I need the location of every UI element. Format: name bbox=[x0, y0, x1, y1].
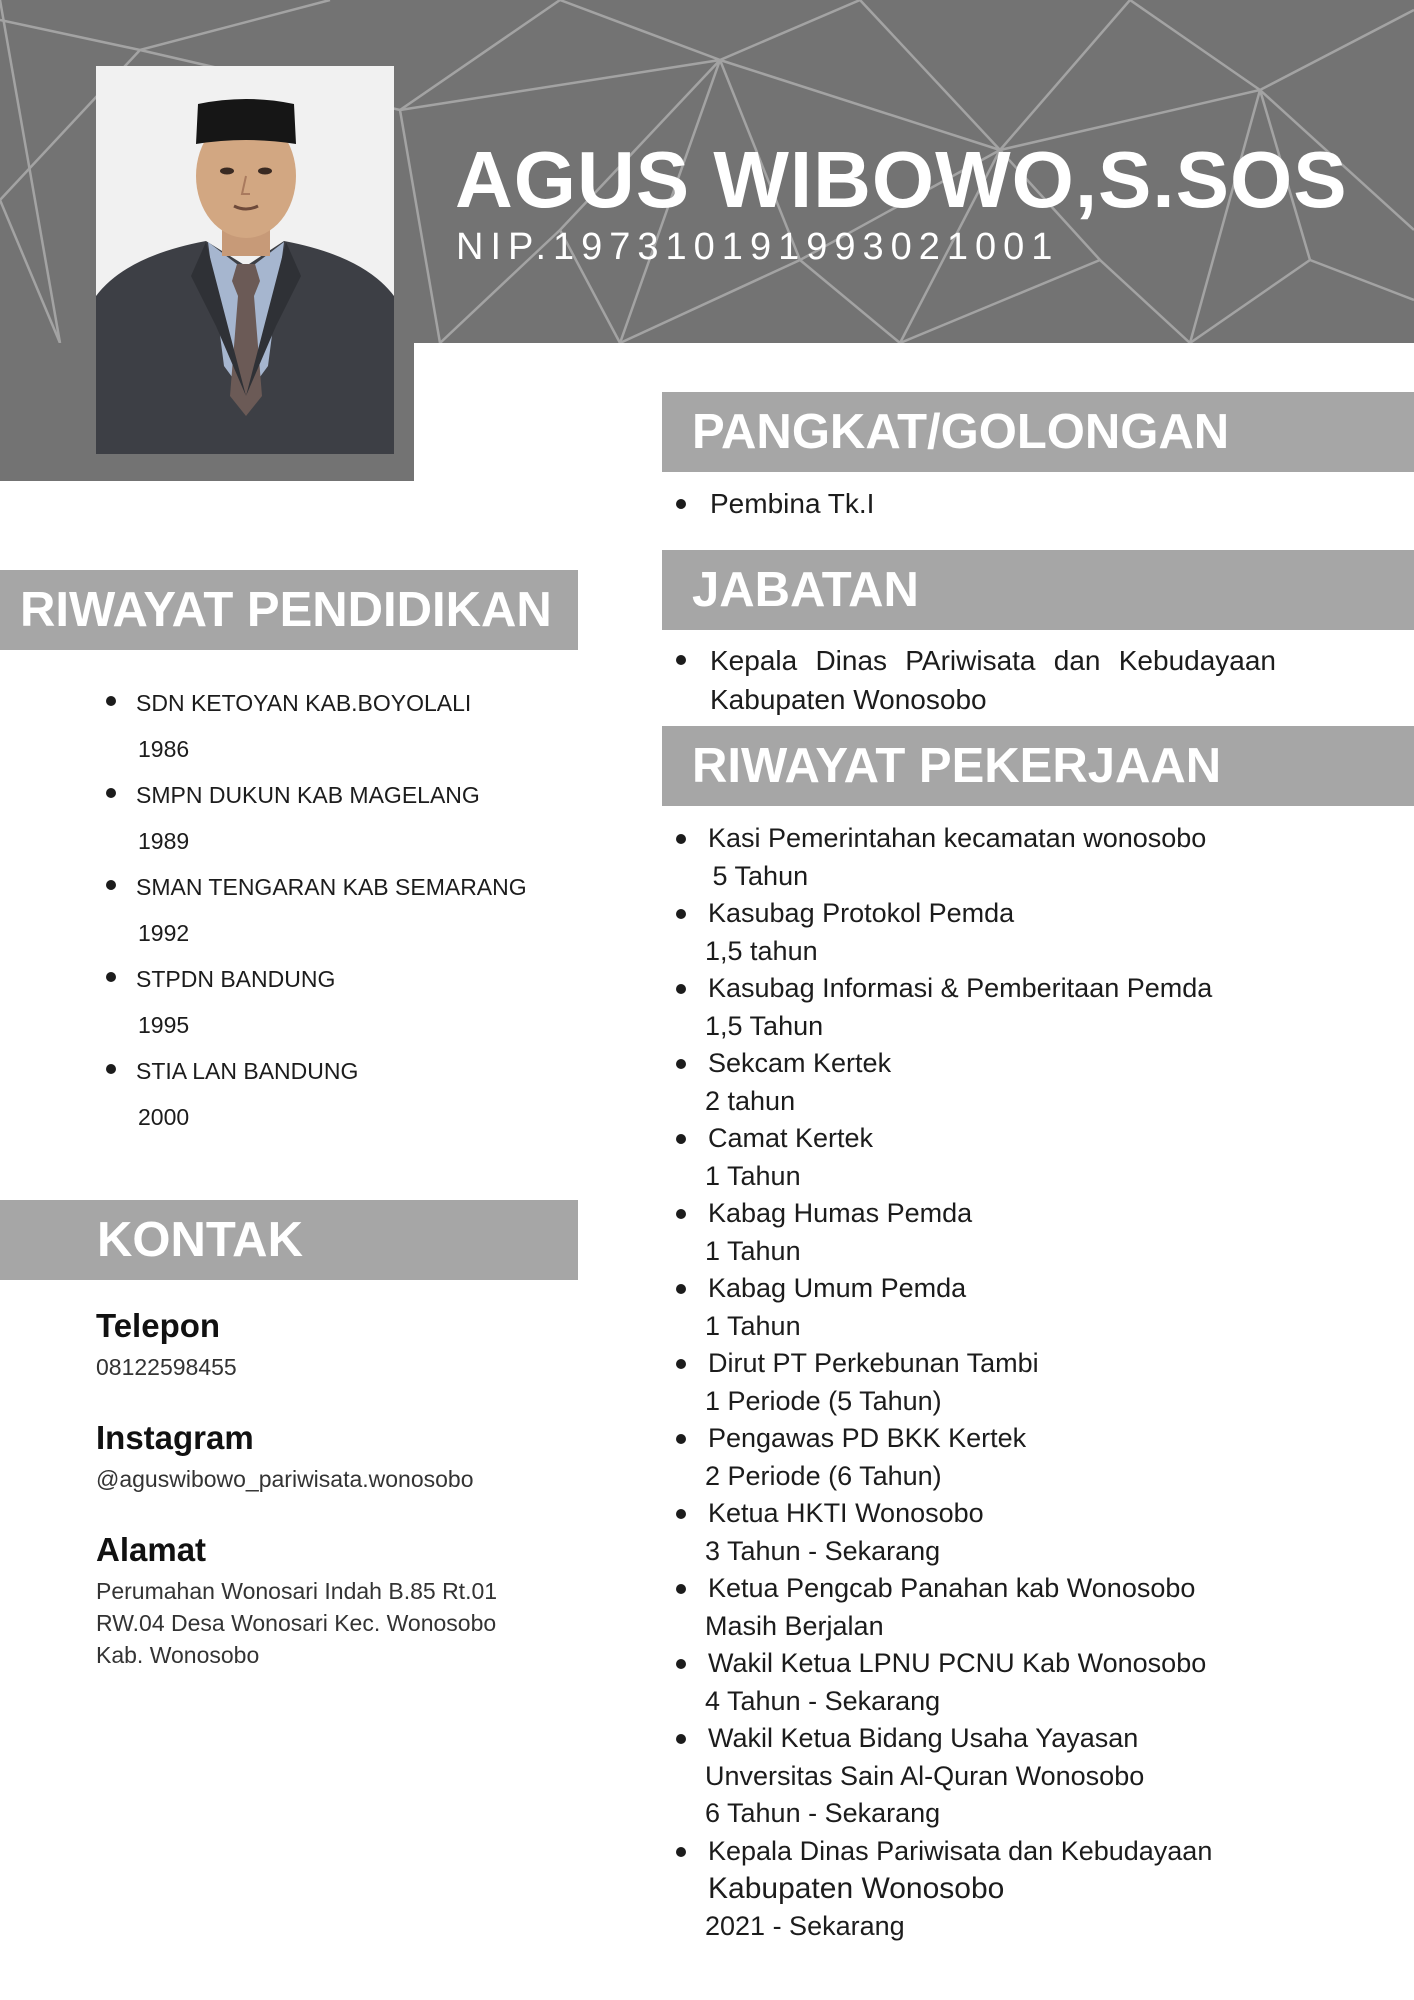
school-name: SDN KETOYAN KAB.BOYOLALI bbox=[136, 690, 472, 716]
person-name: AGUS WIBOWO,S.SOS bbox=[455, 135, 1348, 224]
job-duration: 2 Periode (6 Tahun) bbox=[705, 1460, 942, 1491]
phone-value: 08122598455 bbox=[96, 1354, 237, 1380]
job-title: Wakil Ketua Bidang Usaha Yayasan bbox=[708, 1723, 1139, 1753]
jabatan-list bbox=[676, 641, 1276, 719]
instagram-value: @aguswibowo_pariwisata.wonosobo bbox=[96, 1466, 474, 1492]
list-item bbox=[676, 1495, 1212, 1570]
pangkat-list bbox=[676, 487, 874, 521]
person-nip: NIP.197310191993021001 bbox=[456, 226, 1060, 268]
phone-label: Telepon bbox=[96, 1307, 221, 1344]
list-item bbox=[106, 864, 527, 956]
pekerjaan-list bbox=[676, 820, 1212, 1945]
list-item bbox=[676, 1833, 1212, 1946]
section-header-pendidikan: RIWAYAT PENDIDIKAN bbox=[0, 570, 578, 650]
list-item bbox=[676, 970, 1212, 1045]
school-name: SMAN TENGARAN KAB SEMARANG bbox=[136, 874, 527, 900]
section-header-pangkat: PANGKAT/GOLONGAN bbox=[662, 392, 1414, 472]
school-year: 1995 bbox=[138, 1012, 190, 1038]
job-duration: 3 Tahun - Sekarang bbox=[705, 1535, 941, 1566]
address-value: Perumahan Wonosari Indah B.85 Rt.01 RW.04 Desa Wonosari Kec. Wonosobo Kab. Wonosobo bbox=[96, 1578, 498, 1668]
school-year: 1992 bbox=[138, 920, 190, 946]
job-title: Kasubag Informasi & Pemberitaan Pemda bbox=[708, 973, 1213, 1003]
job-duration: 1 Periode (5 Tahun) bbox=[705, 1385, 942, 1416]
job-duration: 1 Tahun bbox=[705, 1310, 801, 1341]
list-item bbox=[676, 895, 1212, 970]
list-item: Kepala Dinas PAriwisata dan Kebudayaan Kabupaten Wonosobo bbox=[676, 641, 1276, 719]
list-item bbox=[676, 1045, 1212, 1120]
address-label: Alamat bbox=[96, 1531, 207, 1568]
job-title: Kabag Umum Pemda bbox=[708, 1273, 967, 1303]
list-item bbox=[106, 680, 527, 772]
job-title: Ketua Pengcab Panahan kab Wonosobo bbox=[708, 1573, 1196, 1603]
profile-photo bbox=[96, 66, 394, 454]
school-name: STPDN BANDUNG bbox=[136, 966, 336, 992]
school-year: 1986 bbox=[138, 736, 190, 762]
job-duration: Masih Berjalan bbox=[705, 1610, 884, 1641]
job-duration: 1,5 tahun bbox=[705, 935, 818, 966]
instagram-label: Instagram bbox=[96, 1419, 254, 1456]
pendidikan-list bbox=[106, 680, 527, 1140]
school-name: STIA LAN BANDUNG bbox=[136, 1058, 359, 1084]
list-item bbox=[106, 1048, 527, 1140]
list-item bbox=[676, 1570, 1212, 1645]
job-duration: 2021 - Sekarang bbox=[705, 1910, 905, 1941]
section-header-pekerjaan: RIWAYAT PEKERJAAN bbox=[662, 726, 1414, 806]
list-item bbox=[676, 1345, 1212, 1420]
job-title: Sekcam Kertek bbox=[708, 1048, 892, 1078]
section-header-jabatan: JABATAN bbox=[662, 550, 1414, 630]
job-duration: 1 Tahun bbox=[705, 1235, 801, 1266]
job-title: Wakil Ketua LPNU PCNU Kab Wonosobo bbox=[708, 1648, 1207, 1678]
job-title: Pengawas PD BKK Kertek bbox=[708, 1423, 1027, 1453]
school-year: 1989 bbox=[138, 828, 190, 854]
job-extra: Kabupaten Wonosobo bbox=[708, 1872, 1005, 1905]
school-year: 2000 bbox=[138, 1104, 190, 1130]
list-item bbox=[676, 1270, 1212, 1345]
list-item bbox=[676, 1195, 1212, 1270]
list-item bbox=[676, 820, 1212, 895]
list-item bbox=[676, 1420, 1212, 1495]
job-duration: 1 Tahun bbox=[705, 1160, 801, 1191]
school-name: SMPN DUKUN KAB MAGELANG bbox=[136, 782, 480, 808]
job-title: Dirut PT Perkebunan Tambi bbox=[708, 1348, 1039, 1378]
job-extra: Unversitas Sain Al-Quran Wonosobo bbox=[705, 1760, 1145, 1791]
list-item bbox=[676, 1645, 1212, 1720]
job-title: Ketua HKTI Wonosobo bbox=[708, 1498, 984, 1528]
job-duration: 1,5 Tahun bbox=[705, 1010, 824, 1041]
list-item bbox=[106, 772, 527, 864]
job-duration: 2 tahun bbox=[705, 1085, 796, 1116]
list-item bbox=[676, 1720, 1212, 1833]
list-item bbox=[676, 1120, 1212, 1195]
job-title: Kasubag Protokol Pemda bbox=[708, 898, 1015, 928]
section-header-kontak: KONTAK bbox=[0, 1200, 578, 1280]
job-title: Camat Kertek bbox=[708, 1123, 874, 1153]
job-duration: 6 Tahun - Sekarang bbox=[705, 1798, 941, 1828]
job-title: Kasi Pemerintahan kecamatan wonosobo bbox=[708, 823, 1207, 853]
job-duration: 4 Tahun - Sekarang bbox=[705, 1685, 941, 1716]
job-title: Kepala Dinas Pariwisata dan Kebudayaan bbox=[708, 1835, 1213, 1866]
list-item bbox=[106, 956, 527, 1048]
job-duration: 5 Tahun bbox=[705, 860, 809, 891]
job-title: Kabag Humas Pemda bbox=[708, 1198, 973, 1228]
list-item: Pembina Tk.I bbox=[676, 487, 874, 521]
